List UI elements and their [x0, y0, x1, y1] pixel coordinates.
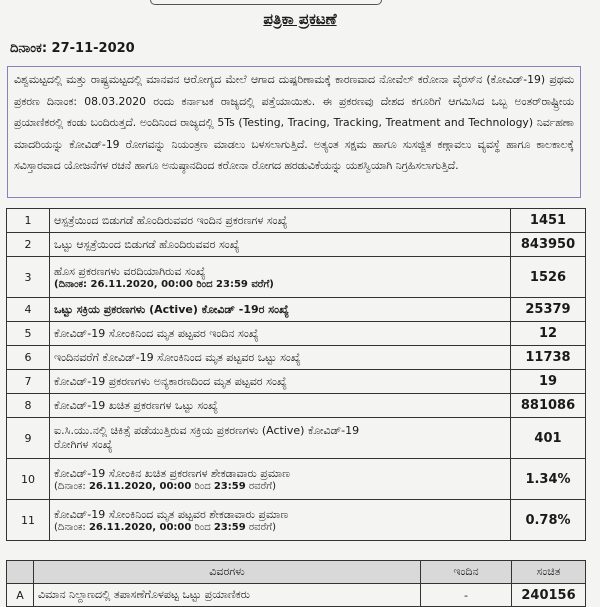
row-description-continued: ರೋಗಿಗಳ ಸಂಖ್ಯೆ [54, 438, 113, 451]
row-description: ಕೋವಿಡ್-19 ಸೋಂಕಿನ ಖಚಿತ ಪ್ರಕರಣಗಳ ಶೇಕಡಾವಾರು ಪ್ರಮಾಣ [54, 466, 290, 480]
row-number: 10 [7, 459, 50, 500]
date-prefix: (ದಿನಾಂಕ: [54, 480, 89, 492]
header-strip [150, 0, 382, 5]
date-end: 23:59 [213, 480, 246, 492]
row-value: 843950 [511, 233, 586, 257]
header-code [7, 561, 34, 584]
row-number: 4 [7, 298, 50, 322]
row-date-range: (ದಿನಾಂಕ: 26.11.2020, 00:00 ರಿಂದ 23:59 ವರೆಗೆ) [54, 278, 274, 290]
table-row [7, 257, 586, 298]
row-description-cell [50, 500, 511, 541]
date-suffix: ರವರೆಗೆ) [245, 480, 276, 492]
row-description-cell [50, 418, 511, 459]
date-start: 26.11.2020, 00:00 [88, 480, 192, 492]
row-description: ಇಂದಿನವರೆಗೆ ಕೋವಿಡ್-19 ಸೋಂಕಿನಿಂದ ಮೃತ ಪಟ್ಟವರ ಒಟ್ಟು ಸಂಖ್ಯೆ [50, 346, 511, 370]
row-description: ಕೋವಿಡ್-19 ಪ್ರಕರಣಗಳು ಅನ್ಯಕಾರಣದಿಂದ ಮೃತ ಪಟ್ಟವರ ಸಂಖ್ಯೆ [50, 370, 511, 394]
row-value: 1526 [511, 257, 586, 298]
table-row [7, 209, 586, 233]
row-value: 0.78% [511, 500, 586, 541]
row-description: ಕೋವಿಡ್-19 ಖಚಿತ ಪ್ರಕರಣಗಳ ಒಟ್ಟು ಸಂಖ್ಯೆ [50, 394, 511, 418]
row-value: 25379 [511, 298, 586, 322]
table-row [7, 459, 586, 500]
date-end: 23:59 [213, 521, 246, 533]
header-today: ಇಂದಿನ [421, 561, 512, 584]
row-value: 1.34% [511, 459, 586, 500]
table-row [7, 233, 586, 257]
table-row [7, 370, 586, 394]
row-description-cell [50, 459, 511, 500]
row-description: ವಿಮಾನ ನಿಲ್ದಾಣದಲ್ಲಿ ತಪಾಸಣೆಗೊಳಪಟ್ಟ ಒಟ್ಟು ಪ್ರಯಾಣಿಕರು [34, 584, 421, 607]
table-row [7, 298, 586, 322]
row-description: ಹೊಸ ಪ್ರಕರಣಗಳು ವರದಿಯಾಗಿರುವ ಸಂಖ್ಯೆ [54, 264, 206, 278]
row-number: 2 [7, 233, 50, 257]
intro-paragraph: ವಿಶ್ವಮಟ್ಟದಲ್ಲಿ ಮತ್ತು ರಾಷ್ಟ್ರಮಟ್ಟದಲ್ಲಿ ಮಾನವನ ಆರೋಗ್ಯದ ಮೇಲೆ ಆಗಾದ ದುಷ್ಪರಿಣಾಮಕ್ಕೆ ಕಾರಣವಾದ ನೋವೆಲ್ ಕರೋನಾ ವೈರಸ್‌ನ (ಕೋವಿಡ್-19) ಪ್ರಥಮ ಪ್ರಕರಣ ದಿನಾಂಕ: 08.03.2020 ರಂದು ಕರ್ನಾಟಕ ರಾಜ್ಯದಲ್ಲಿ ಪತ್ತೆಯಾಯಿತು. ಈ ಪ್ರಕರಣವು ದೇಶದ ಕಗೂರಿಗೆ ಆಗಮಿಸಿದ ಒಬ್ಬ ಅಂತರ್‌ರಾಷ್ಟ್ರೀಯ ಪ್ರಯಾಣಿಕರಲ್ಲಿ ಕಂಡು ಬಂದಿರುತ್ತದೆ. ಅಂದಿನಿಂದ ರಾಜ್ಯದಲ್ಲಿ 5Ts (Testing, Tracing, Tracking, Treatment and Technology) ನಿರ್ವಹಣಾ ಮಾದರಿಯನ್ನು ಕೋವಿಡ್-19 ರೋಗವನ್ನು ನಿಯಂತ್ರಣ ಮಾಡಲು ಬಳಸಲಾಗುತ್ತಿದೆ. ಅತ್ಯಂತ ಸಕ್ಷಮ ಹಾಗೂ ಸುಸಜ್ಜಿತ ಕಣ್ಗಾವಲು ವ್ಯವಸ್ಥೆ ಹಾಗೂ ಕಾಲಕಾಲಕ್ಕೆ ಸವಿಸ್ತಾರವಾದ ಯೋಜನೆಗಳ ರಚನೆ ಹಾಗೂ ಅನುಷ್ಠಾನದಿಂದ ಕರೋನಾ ರೋಗದ ಹರಡುವಿಕೆಯನ್ನು ಯಶಸ್ವಿಯಾಗಿ ನಿಗ್ರಹಿಸಲಾಗುತ್ತಿದೆ. [7, 66, 581, 198]
table-row [7, 394, 586, 418]
row-value: 11738 [511, 346, 586, 370]
row-value: 401 [511, 418, 586, 459]
row-description: ಐ.ಸಿ.ಯು.ನಲ್ಲಿ ಚಿಕಿತ್ಸೆ ಪಡೆಯುತ್ತಿರುವ ಸಕ್ರಿಯ ಪ್ರಕರಣಗಳು (Active) ಕೋವಿಡ್-19 [54, 424, 360, 437]
date-prefix: (ದಿನಾಂಕ: [54, 521, 89, 533]
date-start: 26.11.2020, 00:00 [88, 521, 192, 533]
date-mid: ರಿಂದ [191, 480, 214, 492]
row-code: A [7, 584, 34, 607]
row-number: 3 [7, 257, 50, 298]
row-value: 1451 [511, 209, 586, 233]
row-date-range [54, 481, 506, 492]
row-value: 19 [511, 370, 586, 394]
row-description: ಒಟ್ಟು ಆಸ್ಪತ್ರೆಯಿಂದ ಬಿಡುಗಡೆ ಹೊಂದಿರುವವರ ಸಂಖ್ಯೆ [50, 233, 511, 257]
row-value: 881086 [511, 394, 586, 418]
stats-table [6, 208, 586, 541]
row-number: 6 [7, 346, 50, 370]
row-number: 9 [7, 418, 50, 459]
row-number: 1 [7, 209, 50, 233]
row-value: 12 [511, 322, 586, 346]
details-header-row [7, 561, 586, 584]
row-description: ಆಸ್ಪತ್ರೆಯಿಂದ ಬಿಡುಗಡೆ ಹೊಂದಿರುವವರ ಇಂದಿನ ಪ್ರಕರಣಗಳ ಸಂಖ್ಯೆ [50, 209, 511, 233]
row-description: ಕೋವಿಡ್-19 ಸೋಂಕಿನಿಂದ ಮೃತ ಪಟ್ಟವರ ಇಂದಿನ ಸಂಖ್ಯೆ [50, 322, 511, 346]
row-cumulative: 240156 [512, 584, 586, 607]
row-number: 5 [7, 322, 50, 346]
row-description-cell [50, 257, 511, 298]
header-details: ವಿವರಗಳು [34, 561, 421, 584]
table-row [7, 500, 586, 541]
table-row [7, 322, 586, 346]
date-suffix: ರವರೆಗೆ) [245, 521, 276, 533]
row-description: ಒಟ್ಟು ಸಕ್ರಿಯ ಪ್ರಕರಣಗಳು (Active) ಕೋವಿಡ್ -19ರ ಸಂಖ್ಯೆ [50, 298, 511, 322]
table-row [7, 346, 586, 370]
row-number: 11 [7, 500, 50, 541]
header-cumulative: ಸಂಚಿತ [512, 561, 586, 584]
row-number: 8 [7, 394, 50, 418]
date-mid: ರಿಂದ [191, 521, 214, 533]
row-number: 7 [7, 370, 50, 394]
row-description: ಕೋವಿಡ್-19 ಸೋಂಕಿನಿಂದ ಮೃತ ಪಟ್ಟವರ ಶೇಕಡಾವಾರು ಪ್ರಮಾಣ [54, 507, 289, 521]
row-today: - [421, 584, 512, 607]
row-date-range [54, 522, 506, 533]
document-date: ದಿನಾಂಕ: 27-11-2020 [10, 41, 135, 56]
document-title: ಪತ್ರಿಕಾ ಪ್ರಕಟಣೆ [263, 10, 337, 28]
table-row [7, 584, 586, 607]
table-row [7, 418, 586, 459]
